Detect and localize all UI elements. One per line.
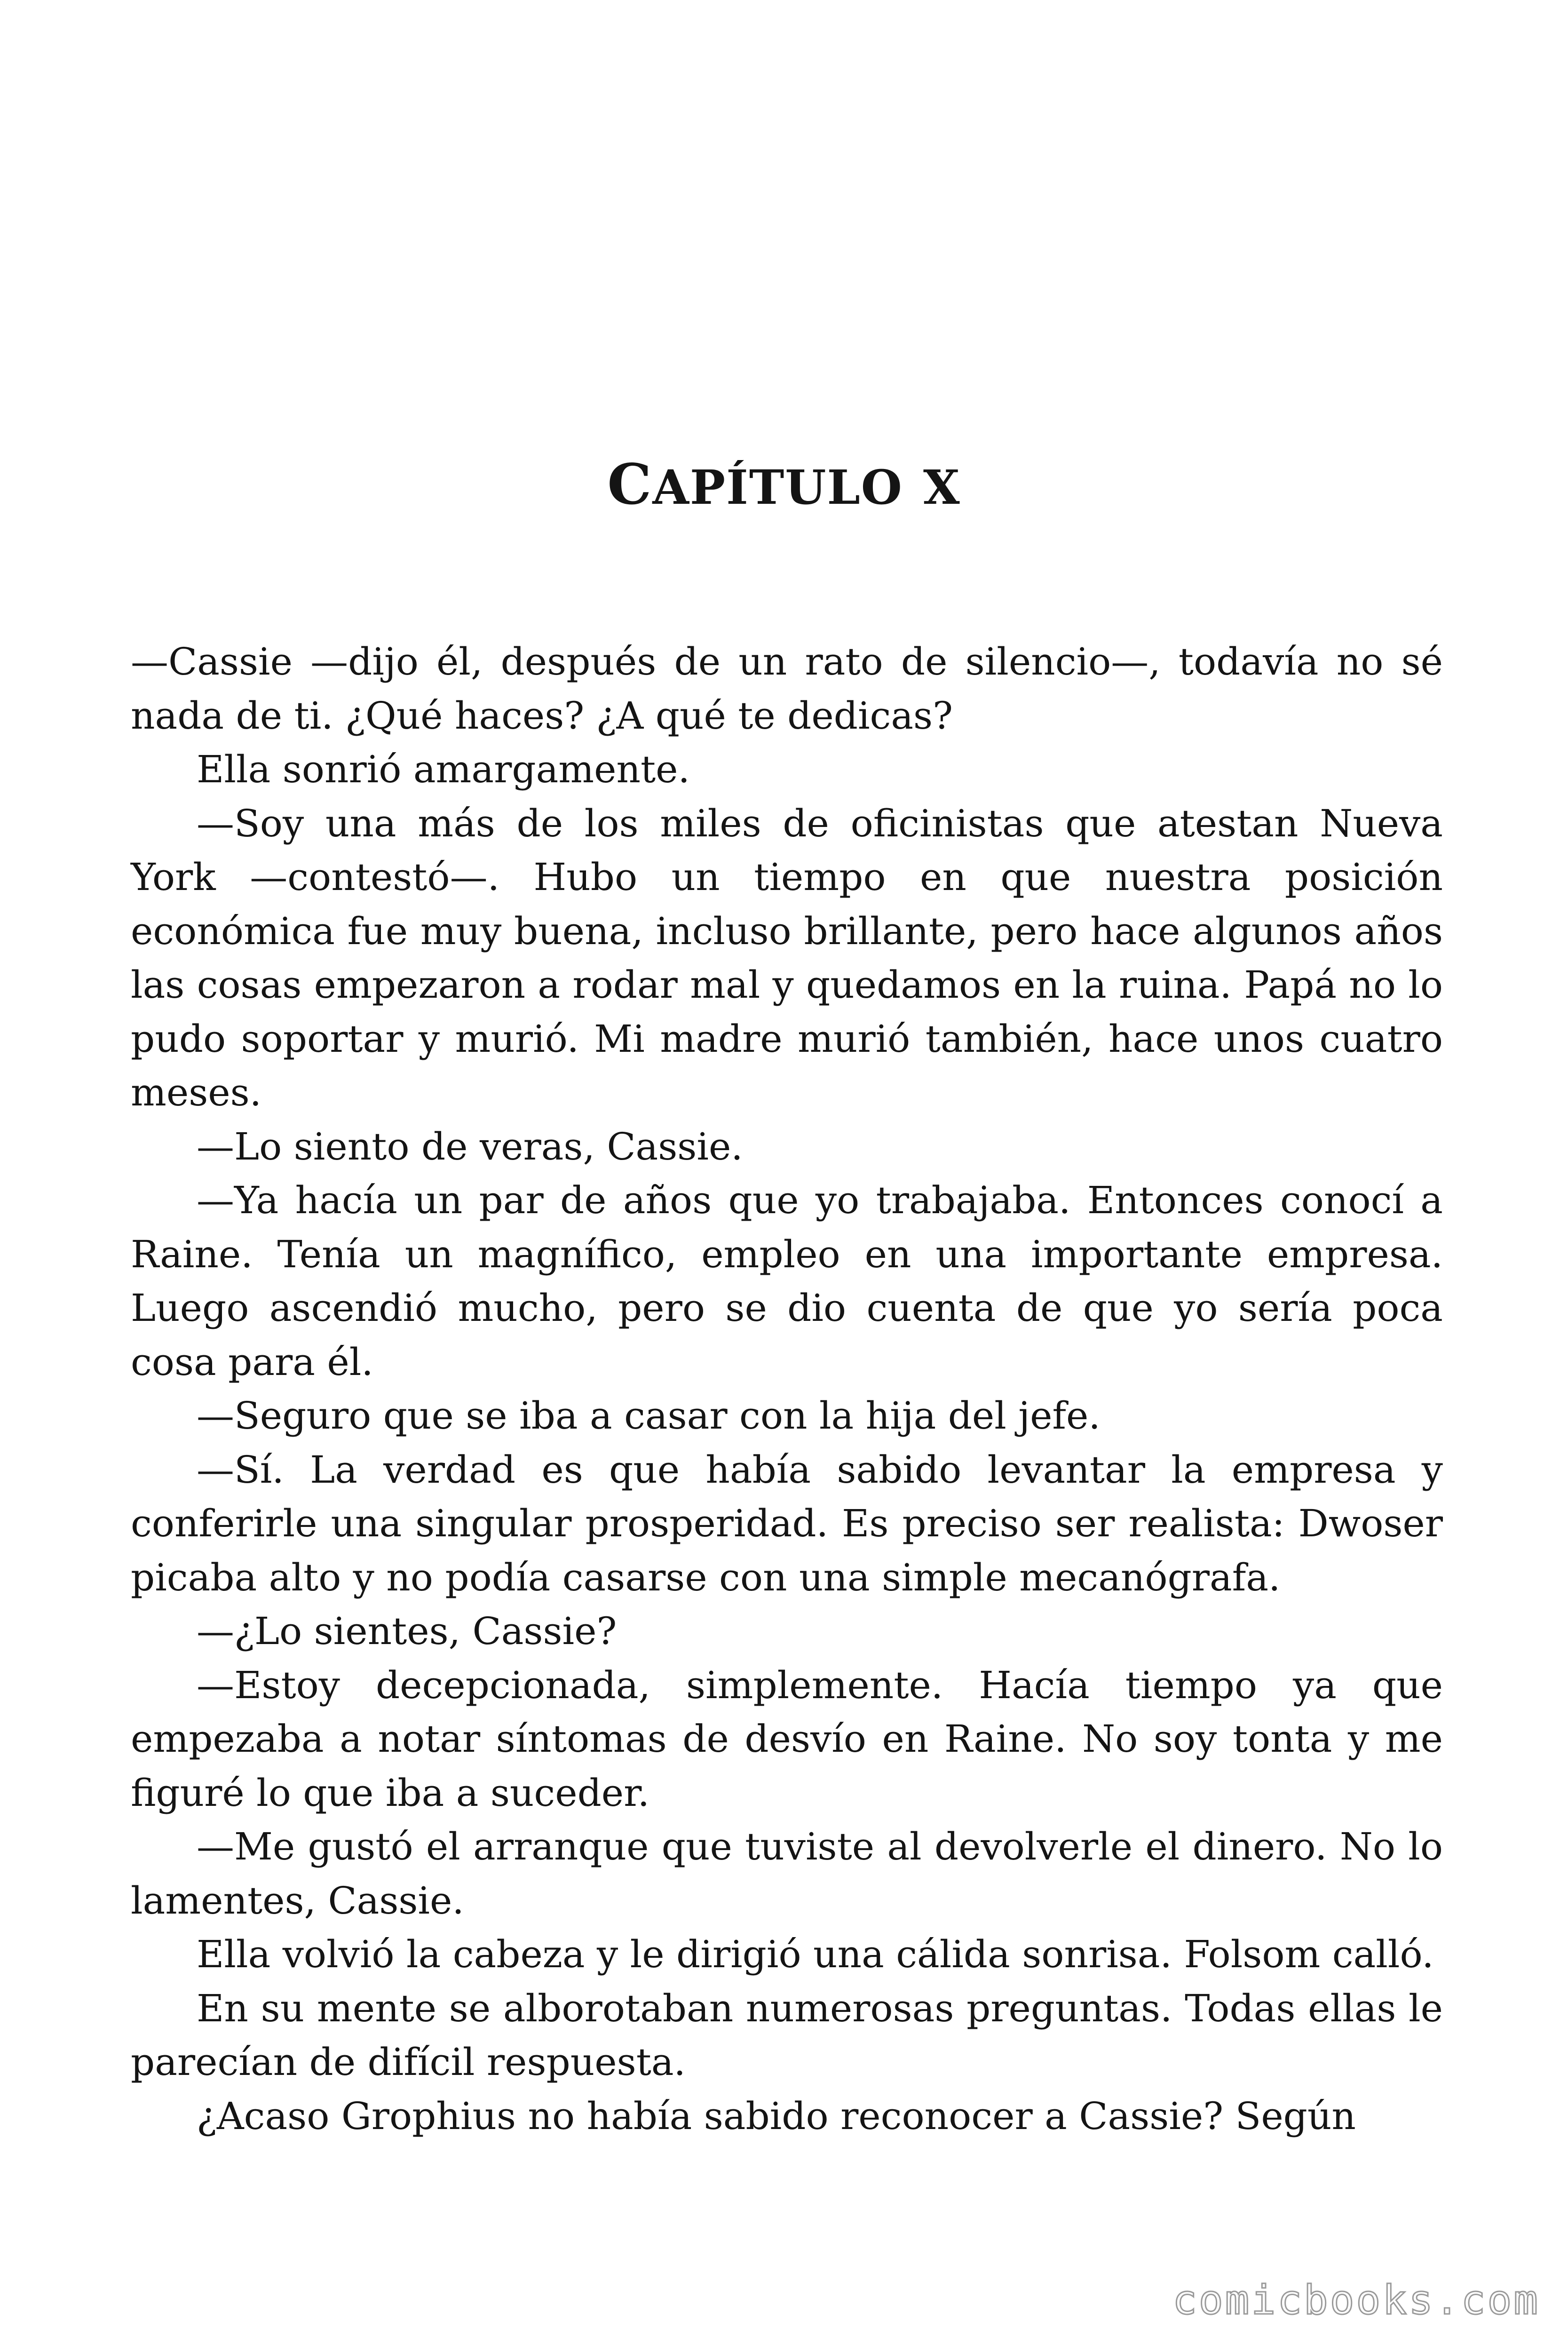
paragraph: Ella volvió la cabeza y le dirigió una cálida sonrisa. Folsom calló. (197, 1932, 1434, 1976)
chapter-title-rest: APÍTULO (652, 460, 903, 515)
paragraph: —Ya hacía un par de años que yo trabajaba. Entonces conocí a Raine. Tenía un magnífico, empleo en una importante empresa. Luego ascendió mucho, pero se dio cuenta de que yo sería poca cosa para él. (131, 1178, 1443, 1384)
paragraph: —Lo siento de veras, Cassie. (197, 1124, 743, 1168)
paragraph: —Sí. La verdad es que había sabido levantar la empresa y conferirle una singular prosperidad. Es preciso ser realista: Dwoser picaba alto y no podía casarse con una simple mecanógrafa. (131, 1447, 1443, 1599)
chapter-title-initial: C (607, 452, 653, 517)
paragraph: —Estoy decepcionada, simplemente. Hacía tiempo ya que empezaba a notar síntomas de desvío en Raine. No soy tonta y me figuré lo que iba a suceder. (131, 1663, 1443, 1815)
paragraph: En su mente se alborotaban numerosas preguntas. Todas ellas le parecían de difícil respuesta. (131, 1986, 1443, 2084)
paragraph: —¿Lo sientes, Cassie? (197, 1609, 617, 1653)
paragraph: —Cassie —dijo él, después de un rato de silencio—, todavía no sé nada de ti. ¿Qué haces? ¿A qué te dedicas? (131, 640, 1443, 738)
paragraph: ¿Acaso Grophius no había sabido reconocer a Cassie? Según (197, 2094, 1356, 2138)
chapter-body (131, 635, 1443, 2143)
paragraph: Ella sonrió amargamente. (197, 747, 690, 791)
paragraph: —Soy una más de los miles de oficinistas que atestan Nueva York —contestó—. Hubo un tiempo en que nuestra posición económica fue muy buena, incluso brillante, pero hace algunos años las cosas empezaron a rodar mal y quedamos en la ruina. Papá no lo pudo soportar y murió. Mi madre murió también, hace unos cuatro meses. (131, 801, 1443, 1114)
chapter-title (0, 452, 1568, 517)
paragraph: —Seguro que se iba a casar con la hija del jefe. (197, 1394, 1101, 1438)
paragraph: —Me gustó el arranque que tuviste al devolverle el dinero. No lo lamentes, Cassie. (131, 1825, 1443, 1923)
chapter-number: X (923, 460, 961, 515)
watermark-logo: comicbooks.com (1172, 2277, 1540, 2324)
